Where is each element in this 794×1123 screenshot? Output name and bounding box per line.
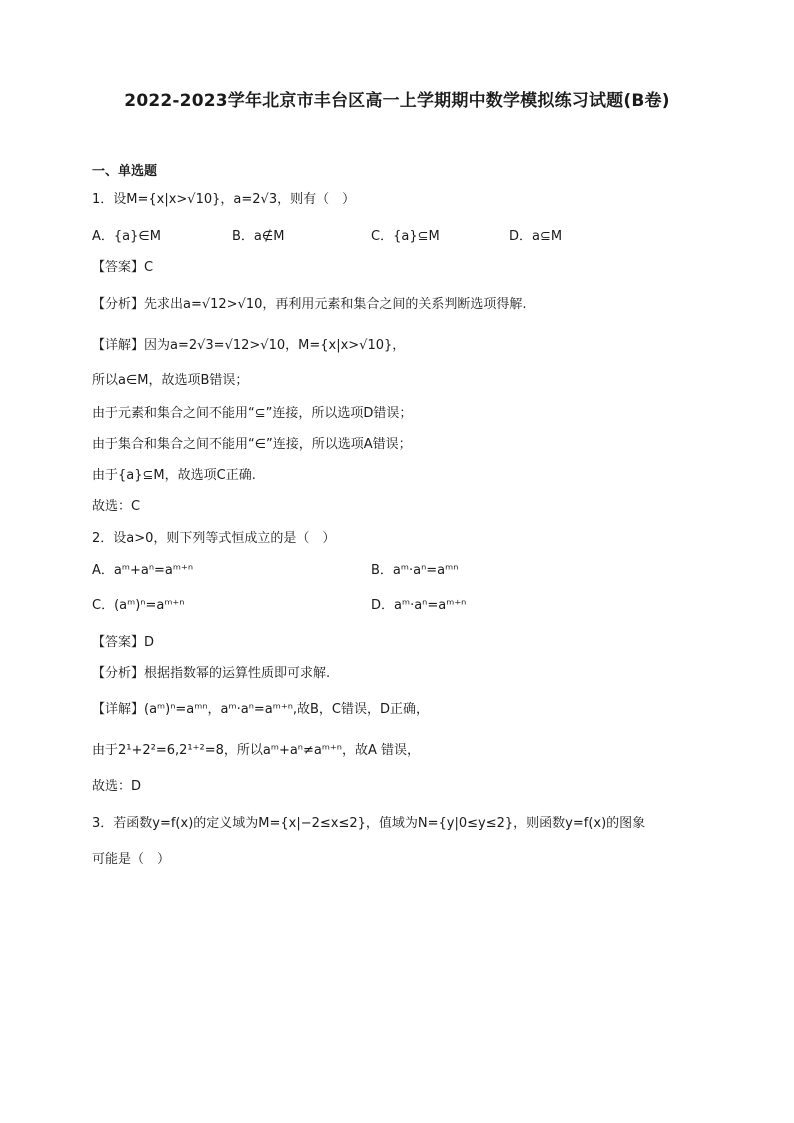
q1-option-a: A．{a}∈M xyxy=(92,229,161,244)
q2-detail: 【详解】(aᵐ)ⁿ=aᵐⁿ，aᵐ·aⁿ=aᵐ⁺ⁿ,故B，C错误，D正确， xyxy=(92,702,430,717)
q1-detail-line: 由于集合和集合之间不能用“∈”连接，所以选项A错误； xyxy=(92,437,412,452)
q1-conclusion: 故选：C xyxy=(92,499,141,514)
q1-option-d: D．a⊆M xyxy=(509,229,563,244)
q2-option-d: D．aᵐ·aⁿ=aᵐ⁺ⁿ xyxy=(371,598,467,613)
q1-stem: 1．设M={x|x>√10}，a=2√3，则有（ ） xyxy=(92,192,356,207)
q1-detail: 【详解】因为a=2√3=√12>√10，M={x|x>√10}， xyxy=(92,338,406,353)
q3-stem-continued: 可能是（ ） xyxy=(92,852,171,867)
q1-answer: 【答案】C xyxy=(92,260,154,275)
q1-detail-line: 所以a∈M，故选项B错误； xyxy=(92,373,249,388)
q2-option-a: A．aᵐ+aⁿ=aᵐ⁺ⁿ xyxy=(92,563,193,578)
document-title: 2022-2023学年北京市丰台区高一上学期期中数学模拟练习试题(B卷) xyxy=(124,91,670,111)
q1-analysis: 【分析】先求出a=√12>√10，再利用元素和集合之间的关系判断选项得解. xyxy=(92,297,527,312)
q1-option-b: B．a∉M xyxy=(232,229,285,244)
q3-stem: 3．若函数y=f(x)的定义域为M={x|−2≤x≤2}，值域为N={y|0≤y≤2}，则函数y=f(x)的图象 xyxy=(92,816,646,831)
q2-conclusion: 故选：D xyxy=(92,779,142,794)
q2-option-b: B．aᵐ·aⁿ=aᵐⁿ xyxy=(371,563,459,578)
q1-detail-line: 由于{a}⊆M，故选项C正确. xyxy=(92,468,256,483)
q2-analysis: 【分析】根据指数幂的运算性质即可求解. xyxy=(92,666,331,681)
q2-detail-line: 由于2¹+2²=6,2¹⁺²=8，所以aᵐ+aⁿ≠aᵐ⁺ⁿ，故A 错误， xyxy=(92,743,421,758)
section-heading: 一、单选题 xyxy=(92,164,158,179)
q1-detail-line: 由于元素和集合之间不能用“⊆”连接，所以选项D错误； xyxy=(92,406,413,421)
q1-option-c: C．{a}⊆M xyxy=(371,229,440,244)
q2-answer: 【答案】D xyxy=(92,635,155,650)
q2-option-c: C．(aᵐ)ⁿ=aᵐ⁺ⁿ xyxy=(92,598,185,613)
q2-stem: 2．设a>0，则下列等式恒成立的是（ ） xyxy=(92,531,336,546)
